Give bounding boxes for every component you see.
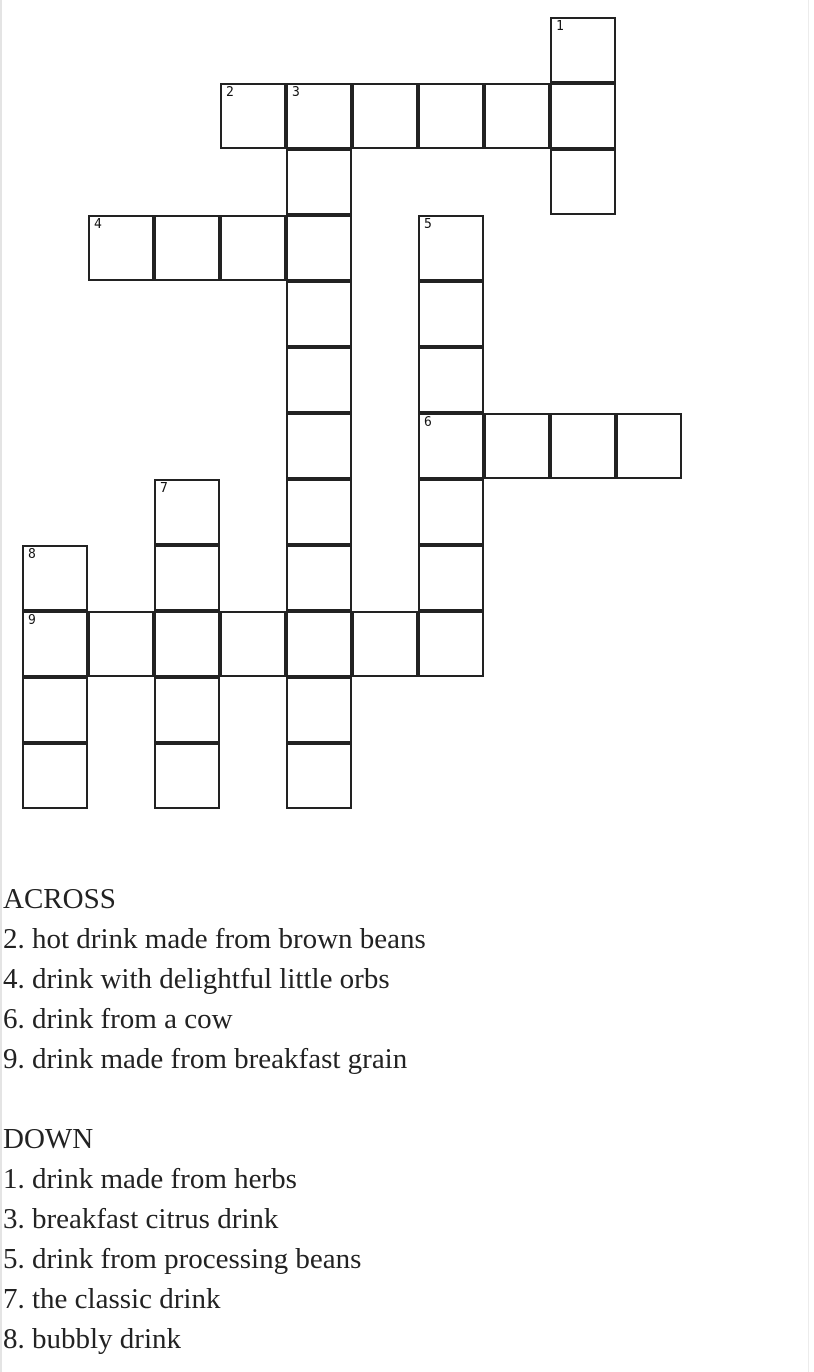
crossword-cell[interactable] (352, 83, 418, 149)
crossword-cell[interactable] (550, 149, 616, 215)
down-clue: 7. the classic drink (3, 1283, 221, 1315)
clue-number: 8 (28, 547, 36, 562)
crossword-cell[interactable] (418, 83, 484, 149)
crossword-cell[interactable] (286, 743, 352, 809)
crossword-cell[interactable] (484, 83, 550, 149)
crossword-cell[interactable] (550, 83, 616, 149)
clue-number: 9 (28, 613, 36, 628)
crossword-cell[interactable] (286, 545, 352, 611)
crossword-cell[interactable] (418, 611, 484, 677)
crossword-cell[interactable] (286, 677, 352, 743)
down-section (3, 1119, 426, 1359)
across-heading: ACROSS (3, 883, 116, 915)
crossword-cell[interactable] (220, 215, 286, 281)
crossword-cell[interactable] (22, 743, 88, 809)
crossword-cell[interactable] (154, 215, 220, 281)
crossword-cell[interactable] (22, 545, 88, 611)
crossword-cell[interactable] (154, 479, 220, 545)
clue-number: 4 (94, 217, 102, 232)
down-clue: 1. drink made from herbs (3, 1163, 297, 1195)
crossword-cell[interactable] (154, 677, 220, 743)
crossword-cell[interactable] (286, 479, 352, 545)
clue-list (3, 879, 426, 1359)
crossword-cell[interactable] (418, 281, 484, 347)
clue-number: 7 (160, 481, 168, 496)
crossword-cell[interactable] (22, 611, 88, 677)
crossword-cell[interactable] (220, 611, 286, 677)
clue-number: 1 (556, 19, 564, 34)
crossword-cell[interactable] (550, 17, 616, 83)
across-clue: 6. drink from a cow (3, 1003, 233, 1035)
crossword-cell[interactable] (286, 347, 352, 413)
crossword-cell[interactable] (418, 215, 484, 281)
crossword-cell[interactable] (418, 545, 484, 611)
crossword-cell[interactable] (286, 215, 352, 281)
down-clue: 3. breakfast citrus drink (3, 1203, 279, 1235)
across-clue: 9. drink made from breakfast grain (3, 1043, 408, 1075)
crossword-cell[interactable] (154, 611, 220, 677)
clue-number: 2 (226, 85, 234, 100)
across-clue: 2. hot drink made from brown beans (3, 923, 426, 955)
crossword-cell[interactable] (418, 347, 484, 413)
across-section (3, 879, 426, 1079)
clue-number: 6 (424, 415, 432, 430)
down-heading: DOWN (3, 1123, 94, 1155)
clue-spacer (3, 1079, 426, 1119)
down-clue: 8. bubbly drink (3, 1323, 182, 1355)
crossword-cell[interactable] (22, 677, 88, 743)
crossword-cell[interactable] (154, 545, 220, 611)
across-clue: 4. drink with delightful little orbs (3, 963, 390, 995)
crossword-cell[interactable] (484, 413, 550, 479)
clue-number: 5 (424, 217, 432, 232)
crossword-cell[interactable] (418, 479, 484, 545)
crossword-cell[interactable] (418, 413, 484, 479)
crossword-cell[interactable] (286, 281, 352, 347)
down-clue: 5. drink from processing beans (3, 1243, 362, 1275)
crossword-cell[interactable] (154, 743, 220, 809)
crossword-cell[interactable] (286, 413, 352, 479)
crossword-cell[interactable] (286, 149, 352, 215)
crossword-cell[interactable] (286, 83, 352, 149)
crossword-cell[interactable] (616, 413, 682, 479)
clue-number: 3 (292, 85, 300, 100)
crossword-cell[interactable] (88, 611, 154, 677)
crossword-cell[interactable] (352, 611, 418, 677)
crossword-cell[interactable] (220, 83, 286, 149)
crossword-cell[interactable] (88, 215, 154, 281)
crossword-cell[interactable] (550, 413, 616, 479)
crossword-cell[interactable] (286, 611, 352, 677)
